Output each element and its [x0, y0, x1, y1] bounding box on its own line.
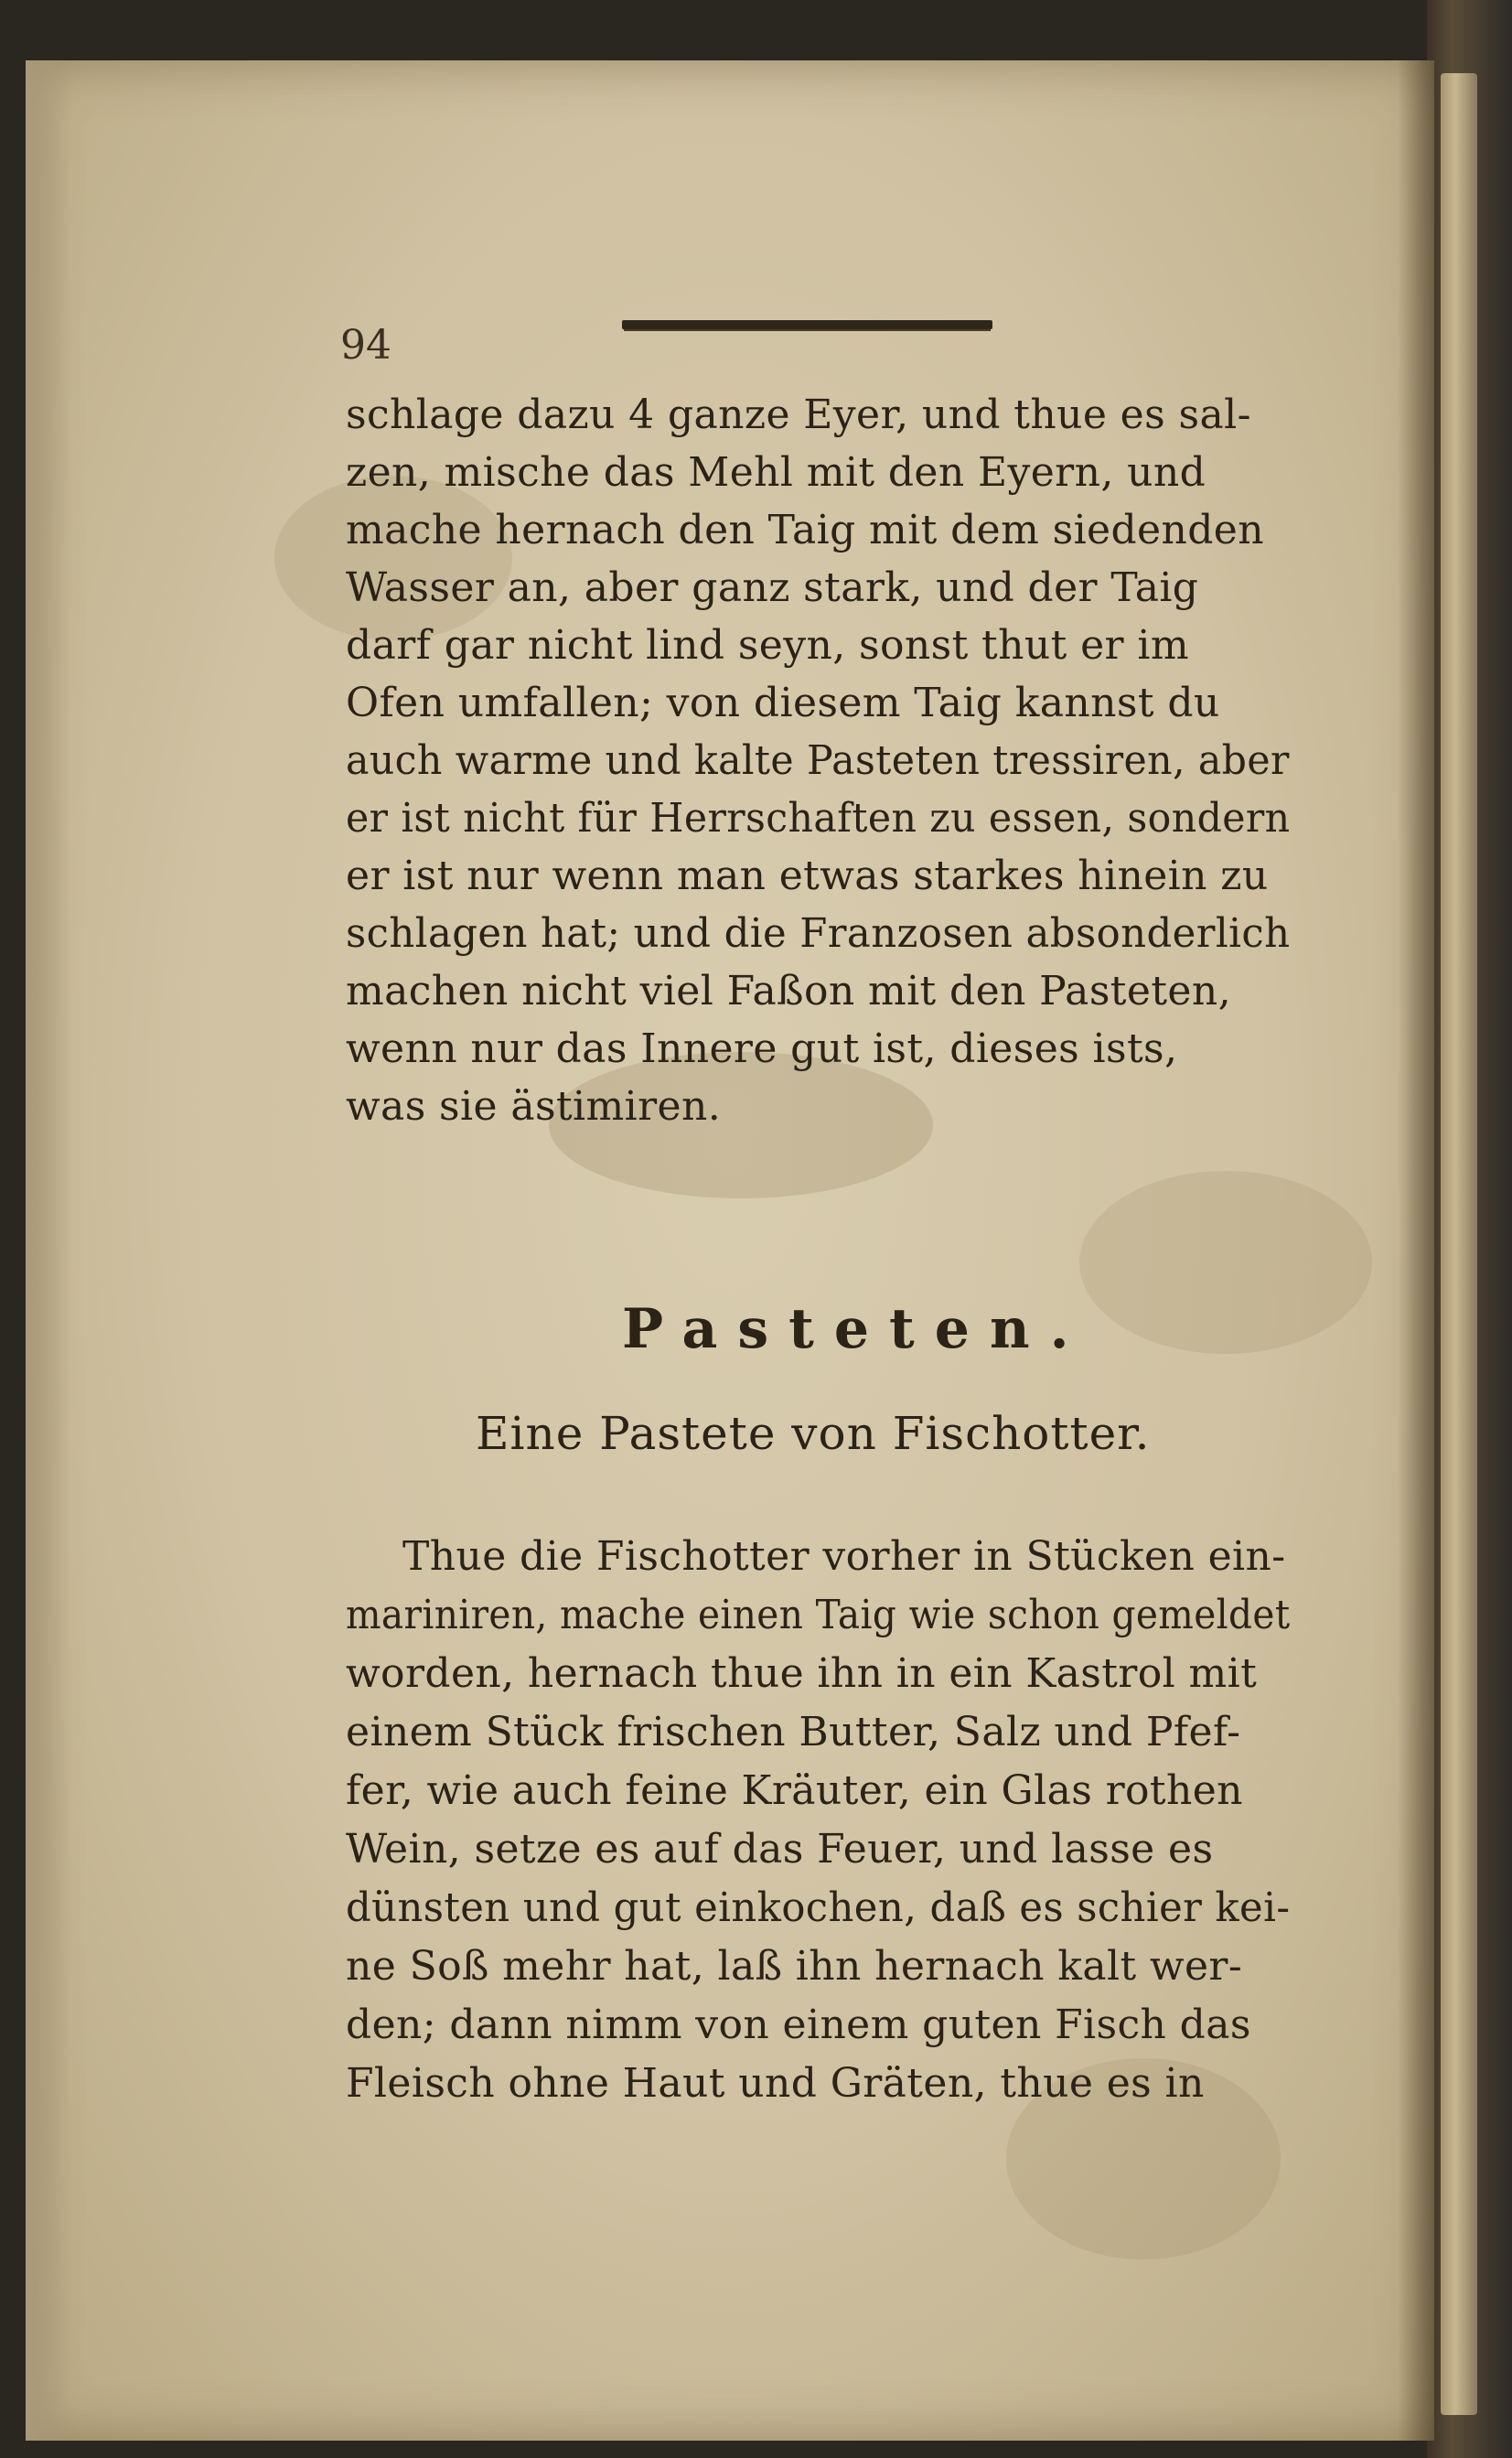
text-line: dünsten und gut einkochen, daß es schier kei-: [346, 1884, 1291, 1931]
text-line: fer, wie auch feine Kräuter, ein Glas rothen: [346, 1767, 1243, 1814]
text-line: Wein, setze es auf das Feuer, und lasse es: [346, 1826, 1214, 1873]
text-line: einem Stück frischen Butter, Salz und Pfef-: [346, 1709, 1241, 1755]
text-line: Ofen umfallen; von diesem Taig kannst du: [346, 680, 1220, 726]
text-line: Wasser an, aber ganz stark, und der Taig: [346, 564, 1199, 611]
text-line: ne Soß mehr hat, laß ihn hernach kalt wer-: [346, 1943, 1243, 1990]
page-gutter-shadow: [1398, 60, 1434, 2441]
text-line: darf gar nicht lind seyn, sonst thut er im: [346, 622, 1189, 669]
header-rule: [622, 320, 992, 329]
text-line: schlage dazu 4 ganze Eyer, und thue es sal-: [346, 392, 1251, 438]
paper-stain: [1079, 1171, 1372, 1354]
next-page-edge: [1441, 73, 1477, 2415]
paper-stain: [274, 476, 512, 640]
text-line: er ist nur wenn man etwas starkes hinein zu: [346, 853, 1269, 899]
text-line: was sie ästimiren.: [346, 1083, 722, 1130]
text-line: machen nicht viel Faßon mit den Pasteten,: [346, 968, 1231, 1014]
text-line: mache hernach den Taig mit dem siedenden: [346, 507, 1264, 553]
text-line: zen, mische das Mehl mit den Eyern, und: [346, 449, 1206, 496]
text-line: den; dann nimm von einem guten Fisch das: [346, 2002, 1251, 2048]
text-line: mariniren, mache einen Taig wie schon gemeldet: [346, 1592, 1291, 1638]
text-line: er ist nicht für Herrschaften zu essen, sondern: [346, 795, 1291, 842]
page-left-shading: [26, 60, 71, 2441]
text-line: Fleisch ohne Haut und Gräten, thue es in: [346, 2060, 1205, 2107]
text-line: schlagen hat; und die Franzosen absonderlich: [346, 910, 1291, 957]
text-line: Thue die Fischotter vorher in Stücken ein-: [402, 1533, 1286, 1580]
section-heading: Pasteten.: [622, 1297, 1089, 1361]
recipe-title: Eine Pastete von Fischotter.: [476, 1407, 1151, 1460]
text-line: auch warme und kalte Pasteten tressiren, aber: [346, 737, 1290, 784]
page-number: 94: [340, 322, 391, 369]
text-line: wenn nur das Innere gut ist, dieses ists,: [346, 1025, 1178, 1072]
text-line: worden, hernach thue ihn in ein Kastrol mit: [346, 1650, 1258, 1697]
